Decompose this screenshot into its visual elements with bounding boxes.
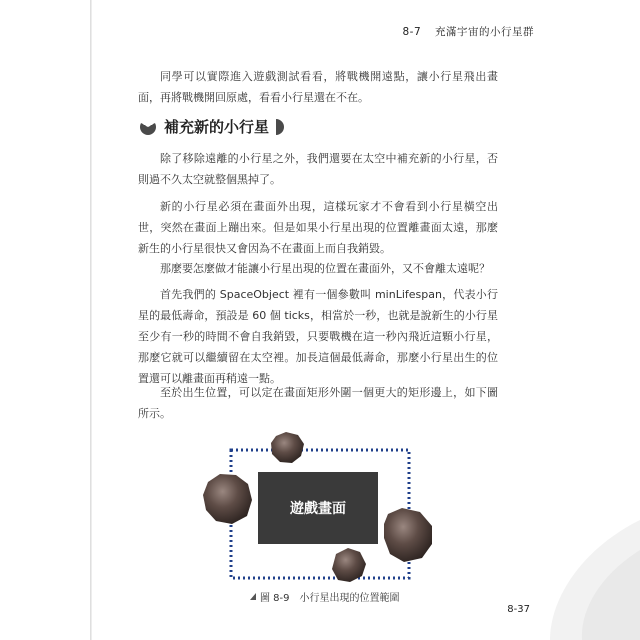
asteroid-bottom <box>332 548 366 582</box>
paragraph-replenish: 除了移除遠離的小行星之外，我們還要在太空中補充新的小行星，否則過不久太空就整個黑掉了。 <box>138 152 498 186</box>
paragraph-minlifespan: 首先我們的 SpaceObject 裡有一個參數叫 minLifespan，代表小行星的最低壽命，預設是 60 個 ticks，相當於一秒，也就是說新生的小行星至少有一秒的時間不會自我銷毀，只要戰機在這一秒內飛近這顆小行星，那麼它就可以繼續留在太空裡。加長這個最低壽命，那麼小行星出生的位置還可以離畫面再稍遠一點。 <box>138 288 498 385</box>
section-title: 補充新的小行星 <box>164 118 270 136</box>
section-heading <box>140 116 284 137</box>
game-screen-label: 遊戲畫面 <box>290 501 346 517</box>
paragraph-spawn-position: 至於出生位置，可以定在畫面矩形外圍一個更大的矩形邊上，如下圖所示。 <box>138 386 498 420</box>
figure-caption <box>250 589 400 604</box>
asteroid-top <box>271 432 304 463</box>
paragraph-intro: 同學可以實際進入遊戲測試看看，將戰機開遠點，讓小行星飛出畫面，再將戰機開回原處，看看小行星還在不在。 <box>138 70 498 104</box>
running-header <box>403 24 535 39</box>
corner-decoration <box>510 520 640 640</box>
caption-text: 小行星出現的位置範圍 <box>299 593 400 604</box>
asteroid-left <box>203 474 252 524</box>
page-number: 8-37 <box>507 604 530 615</box>
figure-spawn-range <box>200 430 440 590</box>
asteroid-right <box>384 508 432 562</box>
pacman-icon <box>140 119 156 135</box>
paragraph-spawn-offscreen: 新的小行星必須在畫面外出現，這樣玩家才不會看到小行星橫空出世，突然在畫面上蹦出來。但是如果小行星出現的位置離畫面太遠，那麼新生的小行星很快又會因為不在畫面上而自我銷毀。 <box>138 200 498 255</box>
half-circle-icon <box>276 119 284 135</box>
paragraph-question: 那麼要怎麼做才能讓小行星出現的位置在畫面外，又不會離太遠呢？ <box>160 262 490 275</box>
caption-number: 圖 8-9 <box>260 593 290 604</box>
chapter-title: 充滿宇宙的小行星群 <box>435 26 534 38</box>
caption-triangle-icon <box>250 593 256 600</box>
page-edge <box>90 0 92 640</box>
chapter-number: 8-7 <box>402 26 422 38</box>
